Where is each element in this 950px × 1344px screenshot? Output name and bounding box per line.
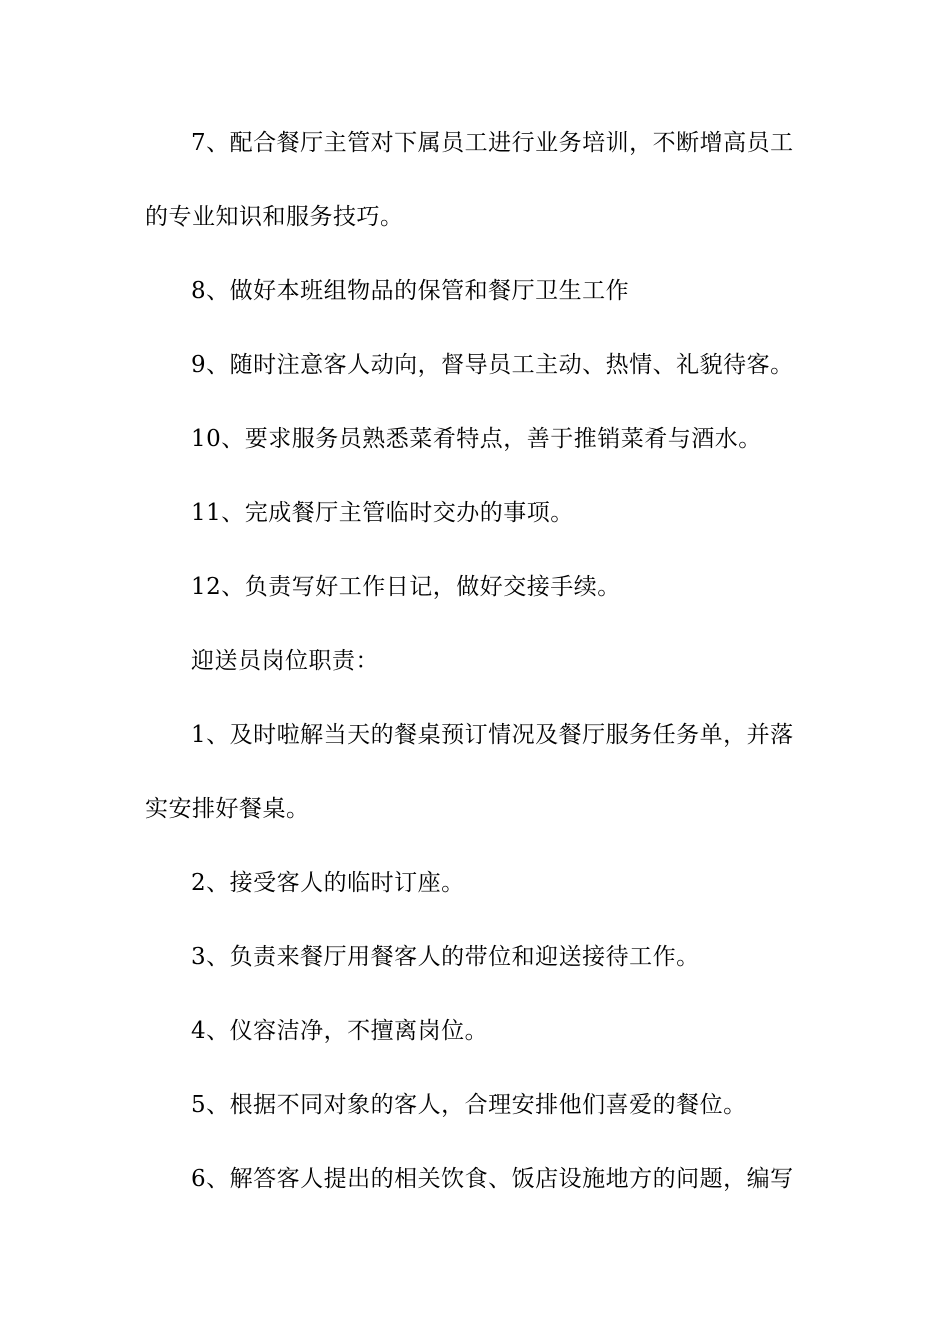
text-line: 11、完成餐厅主管临时交办的事项。	[191, 500, 574, 526]
text-line: 7、配合餐厅主管对下属员工进行业务培训，不断增高员工	[191, 130, 794, 156]
section-heading: 迎送员岗位职责：	[191, 648, 379, 674]
text-line: 3、负责来餐厅用餐客人的带位和迎送接待工作。	[191, 944, 700, 970]
text-line: 2、接受客人的临时订座。	[191, 870, 465, 896]
text-line: 1、及时啦解当天的餐桌预订情况及餐厅服务任务单，并落	[191, 722, 794, 748]
text-line: 12、负责写好工作日记，做好交接手续。	[191, 574, 621, 600]
text-line: 10、要求服务员熟悉菜肴特点，善于推销菜肴与酒水。	[191, 426, 762, 452]
text-line: 8、做好本班组物品的保管和餐厅卫生工作	[191, 278, 630, 304]
text-line: 4、仪容洁净，不擅离岗位。	[191, 1018, 489, 1044]
text-line: 6、解答客人提出的相关饮食、饭店设施地方的问题，编写	[191, 1166, 794, 1192]
text-line: 9、随时注意客人动向，督导员工主动、热情、礼貌待客。	[191, 352, 794, 378]
document-body	[145, 128, 810, 1238]
text-line: 的专业知识和服务技巧。	[145, 204, 404, 230]
text-line: 实安排好餐桌。	[145, 796, 310, 822]
text-line: 5、根据不同对象的客人，合理安排他们喜爱的餐位。	[191, 1092, 747, 1118]
